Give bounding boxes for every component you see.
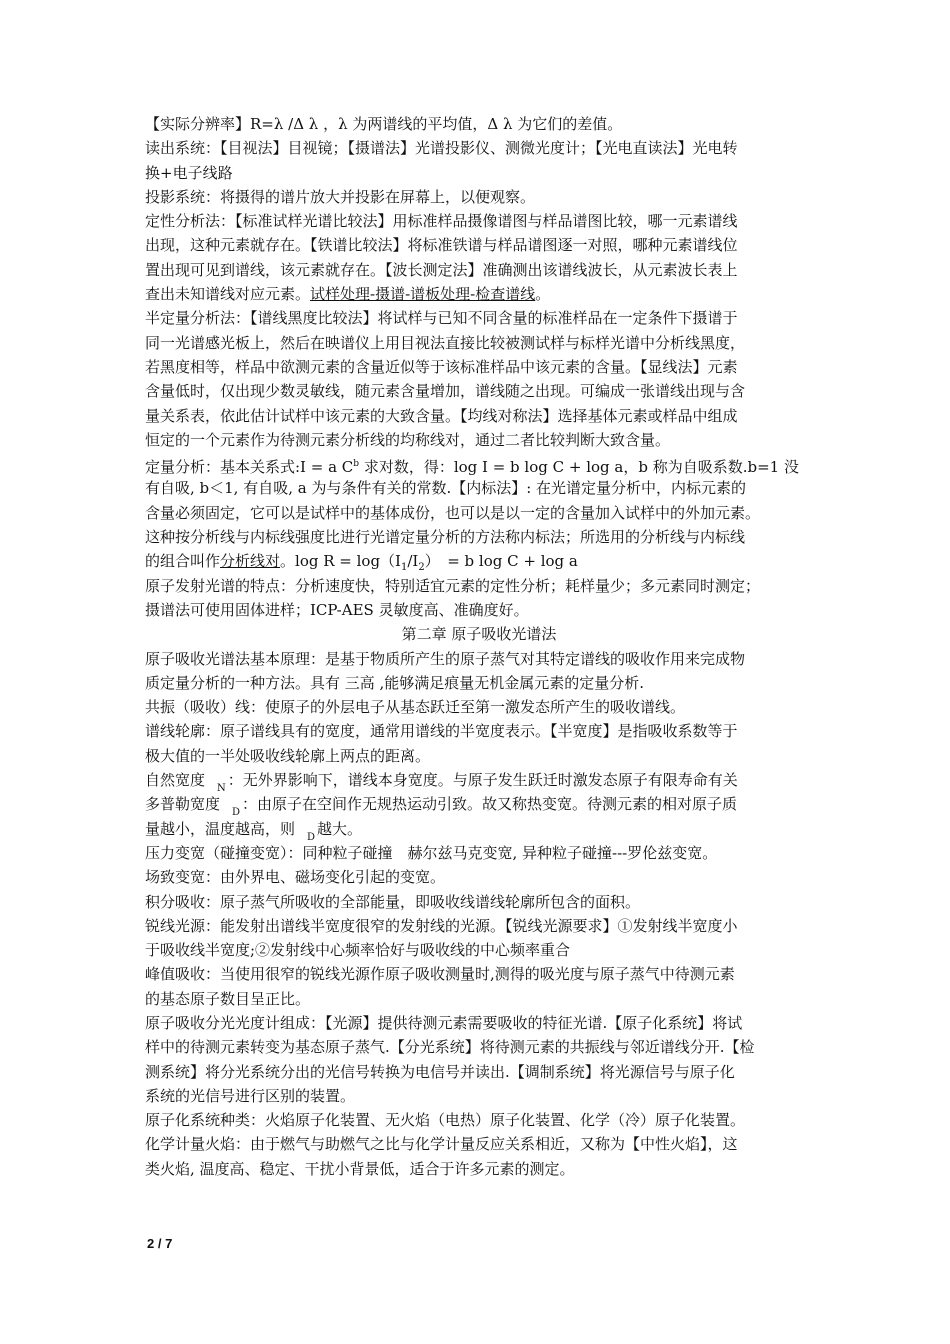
text-line: 谱线轮廓：原子谱线具有的宽度，通常用谱线的半宽度表示。【半宽度】是指吸收系数等于 (145, 722, 738, 741)
text-line: 换+电子线路 (145, 163, 233, 182)
text-fragment: 。log R = log（I (280, 552, 401, 571)
text-line: 峰值吸收：当使用很窄的锐线光源作原子吸收测量时,测得的吸光度与原子蒸气中待测元素 (145, 965, 735, 984)
text-line: 定性分析法：【标准试样光谱比较法】用标准样品摄像谱图与样品谱图比较，哪一元素谱线 (145, 212, 738, 231)
text-line: 这种按分析线与内标线强度比进行光谱定量分析的方法称内标法；所选用的分析线与内标线 (145, 528, 746, 547)
text-line: 置出现可见到谱线，该元素就存在。【波长测定法】准确测出该谱线波长，从元素波长表上 (145, 260, 738, 279)
text-line (145, 768, 813, 792)
text-line: 【实际分辨率】R=λ /Δ λ ，λ 为两谱线的平均值，Δ λ 为它们的差值。 (145, 115, 623, 133)
text-line: 原子吸收光谱法基本原理：是基于物质所产生的原子蒸气对其特定谱线的吸收作用来完成物 (145, 649, 746, 668)
text-line (145, 282, 813, 306)
term-label: 自然宽度 (145, 771, 206, 790)
subscript: 2 (418, 562, 425, 574)
text-fragment: 定量分析：基本关系式:I = a C (145, 458, 354, 477)
text-line: 含量必须固定，它可以是试样中的基体成份，也可以是以一定的含量加入试样中的外加元素。 (145, 503, 761, 522)
text-line: 有自吸, b＜1, 有自吸, a 为与条件有关的常数.【内标法】: 在光谱定量分析中，内标元素的 (145, 479, 747, 498)
text-line: 摄谱法可使用固体进样；ICP-AES 灵敏度高、准确度好。 (145, 600, 529, 619)
subscript: 1 (400, 562, 408, 574)
text-line: 场致变宽：由外界电、磁场变化引起的变宽。 (145, 868, 446, 887)
text-line: 压力变宽（碰撞变宽）：同种粒子碰撞 赫尔兹马克变宽, 异种粒子碰撞---罗伦兹变宽。 (145, 843, 718, 862)
text-line: 化学计量火焰：由于燃气与助燃气之比与化学计量反应关系相近，又称为【中性火焰】，这 (145, 1135, 738, 1154)
text-line: 类火焰, 温度高、稳定、干扰小背景低，适合于许多元素的测定。 (145, 1159, 575, 1178)
text-line: 同一光谱感光板上，然后在映谱仪上用目视法直接比较被测试样与标样光谱中分析线黑度， (145, 333, 746, 352)
superscript: b (353, 459, 360, 470)
text-line: 量关系表，依此估计试样中该元素的大致含量。【均线对称法】选择基体元素或样品中组成 (145, 406, 738, 425)
text-line: 投影系统：将摄得的谱片放大并投影在屏幕上，以便观察。 (145, 187, 536, 206)
text-line: 测系统】将分光系统分出的光信号转换为电信号并读出.【调制系统】将光源信号与原子化 (145, 1062, 735, 1081)
subscript: D (232, 807, 241, 817)
text-line: 出现，这种元素就存在。【铁谱比较法】将标准铁谱与样品谱图逐一对照，哪种元素谱线位 (145, 236, 738, 255)
chapter-heading: 第二章 原子吸收光谱法 (401, 625, 557, 644)
text-fragment: 越大。 (317, 819, 363, 838)
text-line: 共振（吸收）线：使原子的外层电子从基态跃迁至第一激发态所产生的吸收谱线。 (145, 698, 686, 717)
text-fragment: ：无外界影响下，谱线本身宽度。与原子发生跃迁时激发态原子有限寿命有关 (227, 771, 738, 790)
text-fragment: ） = b log C + log a (424, 552, 578, 571)
text-line: 的基态原子数目呈正比。 (145, 989, 311, 1008)
text-line: 于吸收线半宽度;②发射线中心频率恰好与吸收线的中心频率重合 (145, 941, 571, 960)
text-line: 原子化系统种类：火焰原子化装置、无火焰（电热）原子化装置、化学（冷）原子化装置。 (145, 1111, 746, 1130)
text-fragment: ：由原子在空间作无规热运动引致。故又称热变宽。待测元素的相对原子质 (242, 795, 738, 814)
document-body (145, 112, 813, 1181)
term-label: 多普勒宽度 (145, 795, 221, 814)
underlined-term: 分析线对 (220, 552, 281, 571)
text-fragment: 的组合叫作 (145, 552, 221, 571)
text-fragment: 。 (535, 285, 551, 304)
text-line (145, 792, 813, 816)
subscript: D (307, 831, 316, 841)
text-line: 系统的光信号进行区别的装置。 (145, 1086, 356, 1105)
text-line: 极大值的一半处吸收线轮廓上两点的距离。 (145, 746, 431, 765)
text-fragment: 求对数，得：log I = b log C + log a，b 称为自吸系数.b=1 没 (359, 458, 799, 477)
text-line: 积分吸收：原子蒸气所吸收的全部能量，即吸收线谱线轮廓所包含的面积。 (145, 892, 641, 911)
text-line: 若黑度相等，样品中欲测元素的含量近似等于该标准样品中该元素的含量。【显线法】元素 (145, 357, 738, 376)
formula-line (145, 452, 813, 476)
text-line: 质定量分析的一种方法。具有 三高 ,能够满足痕量无机金属元素的定量分析. (145, 673, 645, 692)
text-line: 样中的待测元素转变为基态原子蒸气.【分光系统】将待测元素的共振线与邻近谱线分开.【检 (145, 1038, 755, 1057)
text-fragment: /I (407, 552, 419, 571)
text-line: 原子发射光谱的特点：分析速度快，特别适宜元素的定性分析；耗样量少；多元素同时测定； (145, 576, 761, 595)
text-fragment: 查出未知谱线对应元素。 (145, 285, 311, 304)
text-line: 恒定的一个元素作为待测元素分析线的均称线对，通过二者比较判断大致含量。 (145, 430, 671, 449)
page-number: 2 / 7 (147, 1236, 173, 1251)
text-line: 半定量分析法：【谱线黑度比较法】将试样与已知不同含量的标准样品在一定条件下摄谱于 (145, 309, 738, 328)
text-line: 读出系统：【目视法】目视镜；【摄谱法】光谱投影仪、测微光度计；【光电直读法】光电转 (145, 139, 738, 158)
text-line: 含量低时，仅出现少数灵敏线，随元素含量增加，谱线随之出现。可编成一张谱线出现与含 (145, 382, 746, 401)
formula-line (145, 549, 813, 573)
text-fragment: 量越小，温度越高，则 (145, 819, 296, 838)
text-line (145, 817, 813, 841)
subscript: N (217, 783, 226, 793)
text-line: 原子吸收分光光度计组成：【光源】提供待测元素需要吸收的特征光谱.【原子化系统】将试 (145, 1013, 743, 1032)
text-line: 锐线光源：能发射出谱线半宽度很窄的发射线的光源。【锐线光源要求】①发射线半宽度小 (145, 916, 738, 935)
underlined-procedure: 试样处理-摄谱-谱板处理-检查谱线 (310, 285, 536, 304)
